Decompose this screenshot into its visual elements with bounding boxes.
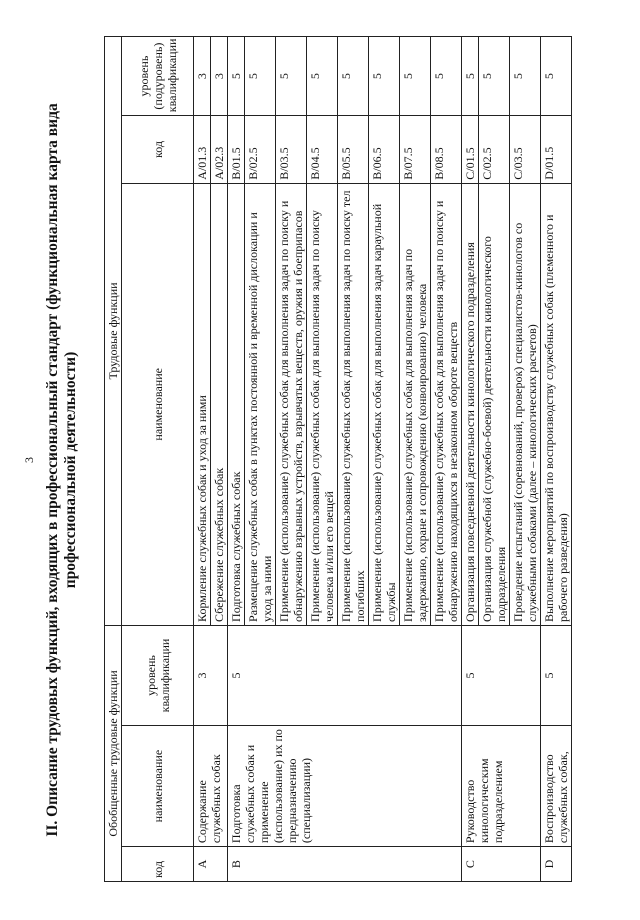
title-line-2: профессиональной деятельности) xyxy=(62,351,79,589)
group-name: Воспроизводство служебных собак, xyxy=(541,726,572,847)
group-code: B xyxy=(228,847,462,882)
function-name: Проведение испытаний (соревнований, проверок) специалистов-кинологов со служебными собаками (далее – кинологических расчетов) xyxy=(510,183,541,625)
function-level: 3 xyxy=(194,37,211,116)
group-level: 3 xyxy=(194,625,228,725)
group-code: D xyxy=(541,847,572,882)
function-code: A/01.3 xyxy=(194,116,211,184)
function-code: D/01.5 xyxy=(541,116,572,184)
table-row xyxy=(541,37,572,882)
header-row-2 xyxy=(122,37,194,882)
function-name: Кормление служебных собак и уход за ними xyxy=(194,183,211,625)
function-level: 5 xyxy=(510,37,541,116)
function-code: B/06.5 xyxy=(369,116,400,184)
group-name: Подготовка служебных собак и применение (использование) их по предназначению (специализации) xyxy=(228,726,462,847)
header-sublevel: уровень (подуровень) квалификации xyxy=(122,37,194,116)
group-code: C xyxy=(462,847,541,882)
header-name-2: наименование xyxy=(122,183,194,625)
function-name: Организация повседневной деятельности кинологического подразделения xyxy=(462,183,479,625)
function-level: 5 xyxy=(338,37,369,116)
function-name: Выполнение мероприятий по воспроизводству служебных собак (племенного и рабочего разведения) xyxy=(541,183,572,625)
function-code: B/03.5 xyxy=(276,116,307,184)
function-name: Применение (использование) служебных собак для выполнения задач по поиску и обнаружению находящихся в незаконном обороте веществ xyxy=(431,183,462,625)
function-code: C/03.5 xyxy=(510,116,541,184)
function-name: Сбережение служебных собак xyxy=(211,183,228,625)
group-level: 5 xyxy=(228,625,462,725)
function-code: B/04.5 xyxy=(307,116,338,184)
function-level: 5 xyxy=(431,37,462,116)
function-name: Организация служебной (служебно-боевой) деятельности кинологического подразделения xyxy=(479,183,510,625)
header-row-1 xyxy=(105,37,122,882)
function-level: 5 xyxy=(479,37,510,116)
header-labor: Трудовые функции xyxy=(105,37,122,626)
function-level: 5 xyxy=(369,37,400,116)
function-name: Применение (использование) служебных собак для выполнения задач по поиску человека и/или его вещей xyxy=(307,183,338,625)
function-code: C/02.5 xyxy=(479,116,510,184)
function-level: 5 xyxy=(400,37,431,116)
function-name: Применение (использование) служебных собак для выполнения задач по задержанию, охране и сопровождению (конвоированию) человека xyxy=(400,183,431,625)
header-level: уровень квалификации xyxy=(122,625,194,725)
header-generalized: Обобщенные трудовые функции xyxy=(105,625,122,881)
function-code: B/05.5 xyxy=(338,116,369,184)
function-level: 5 xyxy=(307,37,338,116)
function-map-table xyxy=(104,36,572,882)
function-name: Применение (использование) служебных собак для выполнения задач по поиску тел погибших xyxy=(338,183,369,625)
group-level: 5 xyxy=(462,625,541,725)
table-row xyxy=(194,37,211,882)
function-name: Подготовка служебных собак xyxy=(228,183,245,625)
function-code: C/01.5 xyxy=(462,116,479,184)
page-number: 3 xyxy=(22,457,36,463)
group-name: Руководство кинологическим подразделением xyxy=(462,726,541,847)
function-level: 5 xyxy=(245,37,276,116)
function-code: B/07.5 xyxy=(400,116,431,184)
function-level: 3 xyxy=(211,37,228,116)
section-title xyxy=(44,90,80,850)
function-name: Применение (использование) служебных собак для выполнения задач караульной службы xyxy=(369,183,400,625)
table-row xyxy=(462,37,479,882)
function-name: Размещение служебных собак в пунктах постоянной и временной дислокации и уход за ними xyxy=(245,183,276,625)
function-level: 5 xyxy=(541,37,572,116)
header-code: код xyxy=(122,847,194,882)
function-level: 5 xyxy=(462,37,479,116)
group-level: 5 xyxy=(541,625,572,725)
group-code: A xyxy=(194,847,228,882)
function-code: B/01.5 xyxy=(228,116,245,184)
function-level: 5 xyxy=(276,37,307,116)
function-code: B/08.5 xyxy=(431,116,462,184)
header-name: наименование xyxy=(122,726,194,847)
group-name: Содержание служебных собак xyxy=(194,726,228,847)
table-row xyxy=(228,37,245,882)
function-code: B/02.5 xyxy=(245,116,276,184)
function-code: A/02.3 xyxy=(211,116,228,184)
title-line-1: II. Описание трудовых функций, входящих в профессиональный стандарт (функциональная карта вида xyxy=(44,103,61,837)
function-level: 5 xyxy=(228,37,245,116)
header-code-2: код xyxy=(122,116,194,184)
function-name: Применение (использование) служебных собак для выполнения задач по поиску и обнаружению взрывных устройств, взрывчатых веществ, оружия и боеприпасов xyxy=(276,183,307,625)
